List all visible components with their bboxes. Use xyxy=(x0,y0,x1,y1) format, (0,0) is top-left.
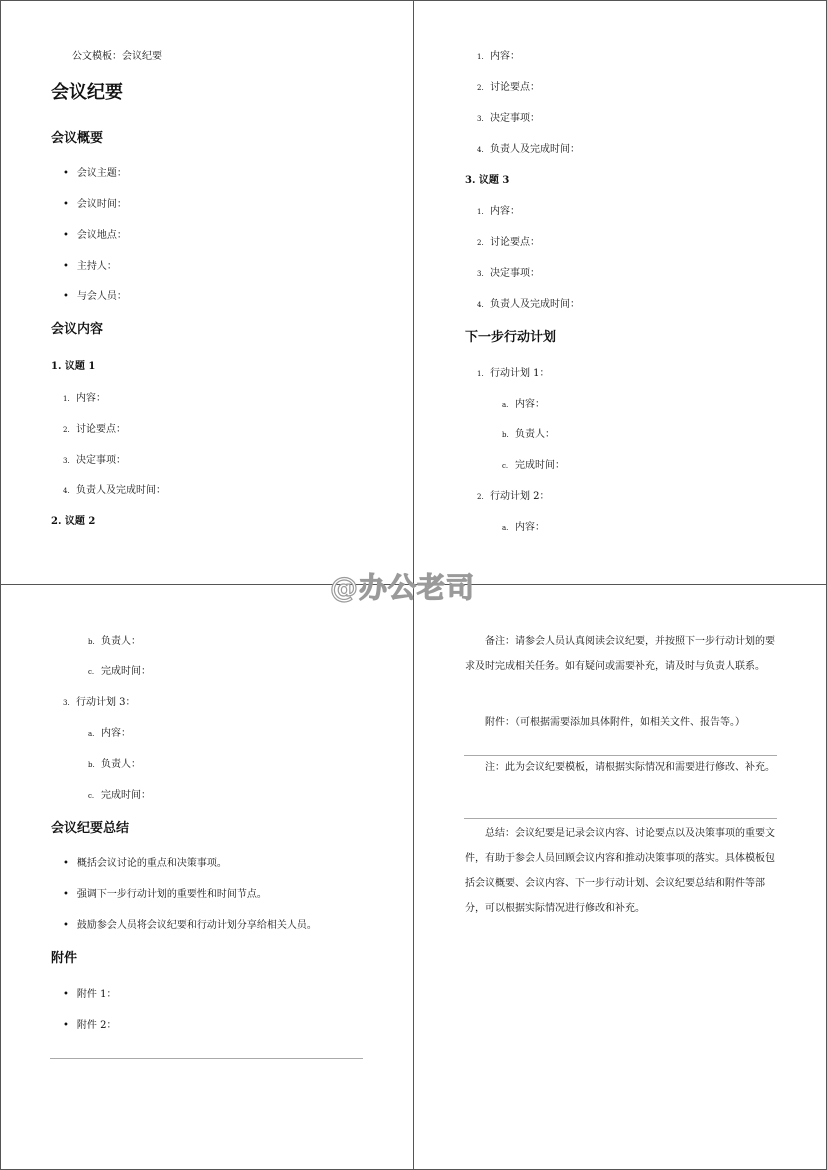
plan-1-sub: a. 内容： xyxy=(502,399,545,410)
remark-paragraph: 备注：请参会人员认真阅读会议纪要，并按照下一步行动计划的要求及时完成相关任务。如有疑问或需要补充，请及时与负责人联系。 xyxy=(465,636,775,672)
topic-3-item: 3. 决定事项： xyxy=(477,268,540,279)
plan-3: 3. 行动计划 3： xyxy=(63,697,136,708)
overview-item: • 会议主题： xyxy=(63,168,127,180)
overview-item: • 与会人员： xyxy=(63,291,127,303)
topic-3-item: 1. 内容： xyxy=(477,206,520,217)
summary-item: • 概括会议讨论的重点和决策事项。 xyxy=(63,858,227,870)
page-1 xyxy=(0,0,413,584)
attachment-note: 附件：（可根据需要添加具体附件，如相关文件、报告等。） xyxy=(485,717,745,728)
page-3 xyxy=(0,585,413,1170)
topic-2-item: 1. 内容： xyxy=(477,51,520,62)
template-note: 注：此为会议纪要模板，请根据实际情况和需要进行修改、补充。 xyxy=(485,762,775,773)
topic-3-heading: 3. 议题 3 xyxy=(465,175,510,186)
topic-2-heading: 2. 议题 2 xyxy=(51,516,96,527)
page-4 xyxy=(414,585,827,1170)
topic-1-heading: 1. 议题 1 xyxy=(51,361,96,372)
attachment-item: • 附件 1： xyxy=(63,989,116,1001)
topic-2-item: 2. 讨论要点： xyxy=(477,82,540,93)
topic-2-item: 4. 负责人及完成时间： xyxy=(477,144,580,155)
topic-2-item: 3. 决定事项： xyxy=(477,113,540,124)
plan-2-sub: b. 负责人： xyxy=(88,636,141,647)
plan-1: 1. 行动计划 1： xyxy=(477,368,550,379)
topic-3-item: 4. 负责人及完成时间： xyxy=(477,299,580,310)
attachments-heading: 附件 xyxy=(51,951,78,966)
summary-item: • 鼓励参会人员将会议纪要和行动计划分享给相关人员。 xyxy=(63,920,317,932)
overview-item: • 会议地点： xyxy=(63,230,127,242)
plan-3-sub: c. 完成时间： xyxy=(88,790,151,801)
nextsteps-heading: 下一步行动计划 xyxy=(465,330,557,345)
topic-3-item: 2. 讨论要点： xyxy=(477,237,540,248)
overview-heading: 会议概要 xyxy=(51,131,104,146)
plan-1-sub: c. 完成时间： xyxy=(502,460,565,471)
plan-1-sub: b. 负责人： xyxy=(502,429,555,440)
watermark: @办公老司 xyxy=(330,571,476,604)
topic-1-item: 1. 内容： xyxy=(63,393,106,404)
plan-2: 2. 行动计划 2： xyxy=(477,491,550,502)
page-2 xyxy=(414,0,827,584)
plan-2-sub: c. 完成时间： xyxy=(88,666,151,677)
topic-1-item: 2. 讨论要点： xyxy=(63,424,126,435)
horizontal-rule xyxy=(464,818,777,819)
topic-1-item: 3. 决定事项： xyxy=(63,455,126,466)
content-heading: 会议内容 xyxy=(51,322,104,337)
plan-3-sub: b. 负责人： xyxy=(88,759,141,770)
conclusion-paragraph: 总结：会议纪要是记录会议内容、讨论要点以及决策事项的重要文件，有助于参会人员回顾会议内容和推动决策事项的落实。具体模板包括会议概要、会议内容、下一步行动计划、会议纪要总结和附件等部分，可以根据实际情况进行修改和补充。 xyxy=(465,828,775,914)
doc-title: 会议纪要 xyxy=(51,82,123,103)
overview-item: • 主持人： xyxy=(63,261,117,273)
doc-header: 公文模板：会议纪要 xyxy=(72,51,162,62)
horizontal-rule xyxy=(50,1058,363,1059)
topic-1-item: 4. 负责人及完成时间： xyxy=(63,485,166,496)
attachment-item: • 附件 2： xyxy=(63,1020,116,1032)
summary-heading: 会议纪要总结 xyxy=(51,821,130,836)
plan-3-sub: a. 内容： xyxy=(88,728,131,739)
summary-item: • 强调下一步行动计划的重要性和时间节点。 xyxy=(63,889,267,901)
plan-2-sub: a. 内容： xyxy=(502,522,545,533)
overview-item: • 会议时间： xyxy=(63,199,127,211)
